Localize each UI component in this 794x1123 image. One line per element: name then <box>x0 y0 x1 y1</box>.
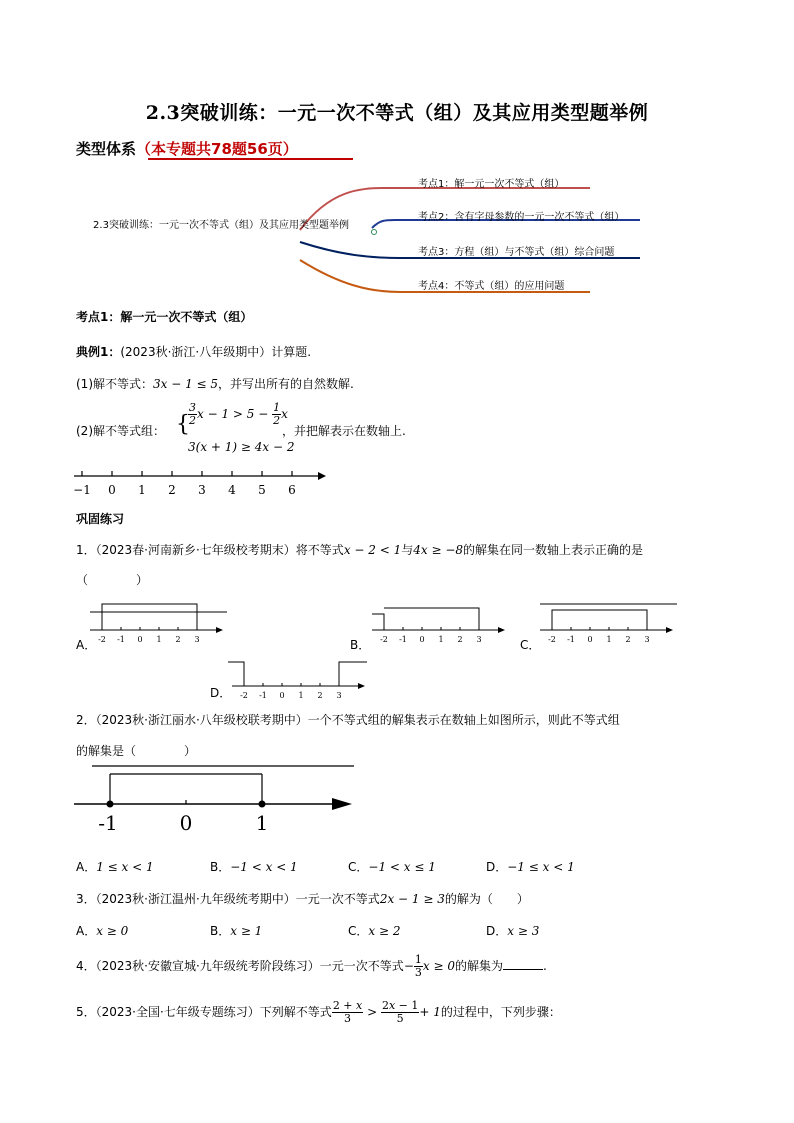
part1-prefix: (1)解不等式： <box>76 377 153 391</box>
q2-number-line <box>70 760 360 838</box>
q2-option-d[interactable]: D．−1 ≤ x < 1 <box>486 860 575 874</box>
ex1-tick-label: 4 <box>228 483 236 497</box>
topic1-heading: 考点1：解一元一次不等式（组） <box>76 310 253 324</box>
q1-tick-label: 0 <box>137 635 143 644</box>
example1-label: 典例1： <box>76 345 121 359</box>
q1-option-a-label[interactable]: A． <box>76 638 97 652</box>
q1-tick-label: 2 <box>457 635 463 644</box>
q1-option-b-figure[interactable] <box>368 600 518 646</box>
q1-tick-label: -2 <box>380 635 388 644</box>
q3-text-a: 3．（2023秋·浙江温州·九年级统考期中）一元一次不等式 <box>76 892 380 906</box>
ex1-tick-label: −1 <box>73 483 91 497</box>
q1-tick-label: 1 <box>438 635 444 644</box>
ex1-tick-label: 5 <box>258 483 266 497</box>
page-title: 2.3突破训练：一元一次不等式（组）及其应用类型题举例 <box>145 102 649 124</box>
q1-option-d-figure[interactable] <box>228 656 378 702</box>
q1-option-d-label[interactable]: D． <box>210 686 232 700</box>
q1-tick-label: -1 <box>399 635 407 644</box>
q1-tick-label: 1 <box>156 635 162 644</box>
mindmap-root: 2.3突破训练：一元一次不等式（组）及其应用类型题举例 <box>93 220 349 231</box>
q1-line1 <box>76 541 643 558</box>
q1-tick-label: -2 <box>548 635 556 644</box>
q1-text-a: 1．（2023春·河南新乡·七年级校考期末）将不等式 <box>76 543 344 557</box>
q1-tick-label: -1 <box>259 691 267 700</box>
q1-tick-label: 2 <box>625 635 631 644</box>
mindmap-node-4: 考点4：不等式（组）的应用问题 <box>418 281 565 292</box>
q1-tick-label: -1 <box>117 635 125 644</box>
example1-part1 <box>76 375 354 392</box>
q4-line: 4．（2023秋·安徽宣城·九年级统考阶段练习）一元一次不等式− $\frac{1}{3}$ x ≥ 0的解集为 . <box>76 953 547 979</box>
q2-line1: 2．（2023秋·浙江丽水·八年级校联考期中）一个不等式组的解集表示在数轴上如图所示，则此不等式组 <box>76 713 620 727</box>
q2-tick-label: 0 <box>179 811 193 835</box>
q5-text-a: 5．（2023·全国·七年级专题练习）下列解不等式 <box>76 1005 332 1019</box>
system-line2: 3(x + 1) ≥ 4x − 2 <box>188 440 295 454</box>
part1-suffix: ，并写出所有的自然数解. <box>218 377 354 391</box>
mindmap-node-1: 考点1：解一元一次不等式（组） <box>418 179 565 190</box>
q5-math: + 1 <box>419 1005 441 1019</box>
q3-text-b: 的解为（ ） <box>444 892 529 906</box>
q1-tick-label: -2 <box>240 691 248 700</box>
section-note: （本专题共78题56页） <box>136 140 298 158</box>
q5-text-b: 的过程中，下列步骤： <box>440 1005 561 1019</box>
q4-text-a: 4．（2023秋·安徽宣城·九年级统考阶段练习）一元一次不等式 <box>76 959 404 973</box>
q2-point-left <box>107 801 114 808</box>
q2-line2: 的解集是（ ） <box>76 744 197 758</box>
ex1-tick-label: 0 <box>108 483 116 497</box>
practice-heading: 巩固练习 <box>76 512 125 526</box>
ex1-tick-label: 2 <box>168 483 176 497</box>
ex1-tick-label: 1 <box>138 483 146 497</box>
example1-part2-suffix: ，并把解表示在数轴上. <box>282 424 406 438</box>
example1-number-line <box>70 468 330 500</box>
q2-option-c[interactable]: C．−1 < x ≤ 1 <box>348 860 436 874</box>
q3-option-d[interactable]: D．x ≥ 3 <box>486 924 540 938</box>
q1-tick-label: 2 <box>175 635 181 644</box>
q1-answer-paren: （ ） <box>76 573 149 587</box>
q3-option-c[interactable]: C．x ≥ 2 <box>348 924 401 938</box>
section-label: 类型体系 <box>76 140 137 158</box>
q1-tick-label: -1 <box>567 635 575 644</box>
q1-option-b-label[interactable]: B． <box>350 638 371 652</box>
q3-math: 2x − 1 ≥ 3 <box>379 892 445 906</box>
q1-tick-label: 3 <box>644 635 650 644</box>
ex1-tick-label: 3 <box>198 483 206 497</box>
q1-tick-label: 0 <box>419 635 425 644</box>
q4-answer-blank[interactable] <box>503 969 543 970</box>
q1-tick-label: 3 <box>194 635 200 644</box>
q1-tick-label: 1 <box>606 635 612 644</box>
q1-math-a: x − 2 < 1 <box>343 543 402 557</box>
q4-text-b: 的解集为 <box>454 959 503 973</box>
q1-tick-label: 0 <box>587 635 593 644</box>
q1-tick-label: 3 <box>476 635 482 644</box>
q2-tick-label: 1 <box>255 811 269 835</box>
mindmap-node-2: 考点2：含有字母参数的一元一次不等式（组） <box>418 212 625 223</box>
q1-tick-label: 1 <box>298 691 304 700</box>
q3-line <box>76 890 529 907</box>
q1-text-b: 与 <box>401 543 414 557</box>
q2-tick-label: -1 <box>98 811 118 835</box>
section-heading <box>76 138 298 159</box>
q3-option-a[interactable]: A．x ≥ 0 <box>76 924 129 938</box>
mindmap-node-3: 考点3：方程（组）与不等式（组）综合问题 <box>418 247 615 258</box>
q2-option-a[interactable]: A．1 ≤ x < 1 <box>76 860 154 874</box>
q1-option-a-figure[interactable] <box>86 600 236 646</box>
q1-tick-label: 0 <box>279 691 285 700</box>
q2-point-right <box>259 801 266 808</box>
q4-math: x ≥ 0 <box>422 959 455 973</box>
part1-math: 3x − 1 ≤ 5 <box>153 377 219 391</box>
q1-math-b: 4x ≥ −8 <box>413 543 464 557</box>
example1-source: (2023秋·浙江·八年级期中）计算题. <box>120 345 312 359</box>
example1-line <box>76 343 311 360</box>
q1-option-c-label[interactable]: C． <box>520 638 541 652</box>
q1-tick-label: 2 <box>317 691 323 700</box>
example1-part2-prefix: (2)解不等式组： <box>76 424 165 438</box>
system-brace: { <box>176 412 190 437</box>
q1-tick-label: 3 <box>336 691 342 700</box>
q1-option-c-figure[interactable] <box>536 600 686 646</box>
q5-line: 5．（2023·全国·七年级专题练习）下列解不等式 $\frac{2 + x}{3}$ > $\frac{2x - 1}{5}$ + 1的过程中，下列步骤： <box>76 999 561 1025</box>
q4-end: . <box>542 959 547 973</box>
q3-option-b[interactable]: B．x ≥ 1 <box>210 924 263 938</box>
q2-option-b[interactable]: B．−1 < x < 1 <box>210 860 298 874</box>
q1-tick-label: -2 <box>98 635 106 644</box>
q1-text-c: 的解集在同一数轴上表示正确的是 <box>463 543 644 557</box>
ex1-tick-label: 6 <box>288 483 296 497</box>
system-line1: $\frac{3}{2}$ x − 1 > 5 − $\frac{1}{2}$ x <box>189 401 288 427</box>
